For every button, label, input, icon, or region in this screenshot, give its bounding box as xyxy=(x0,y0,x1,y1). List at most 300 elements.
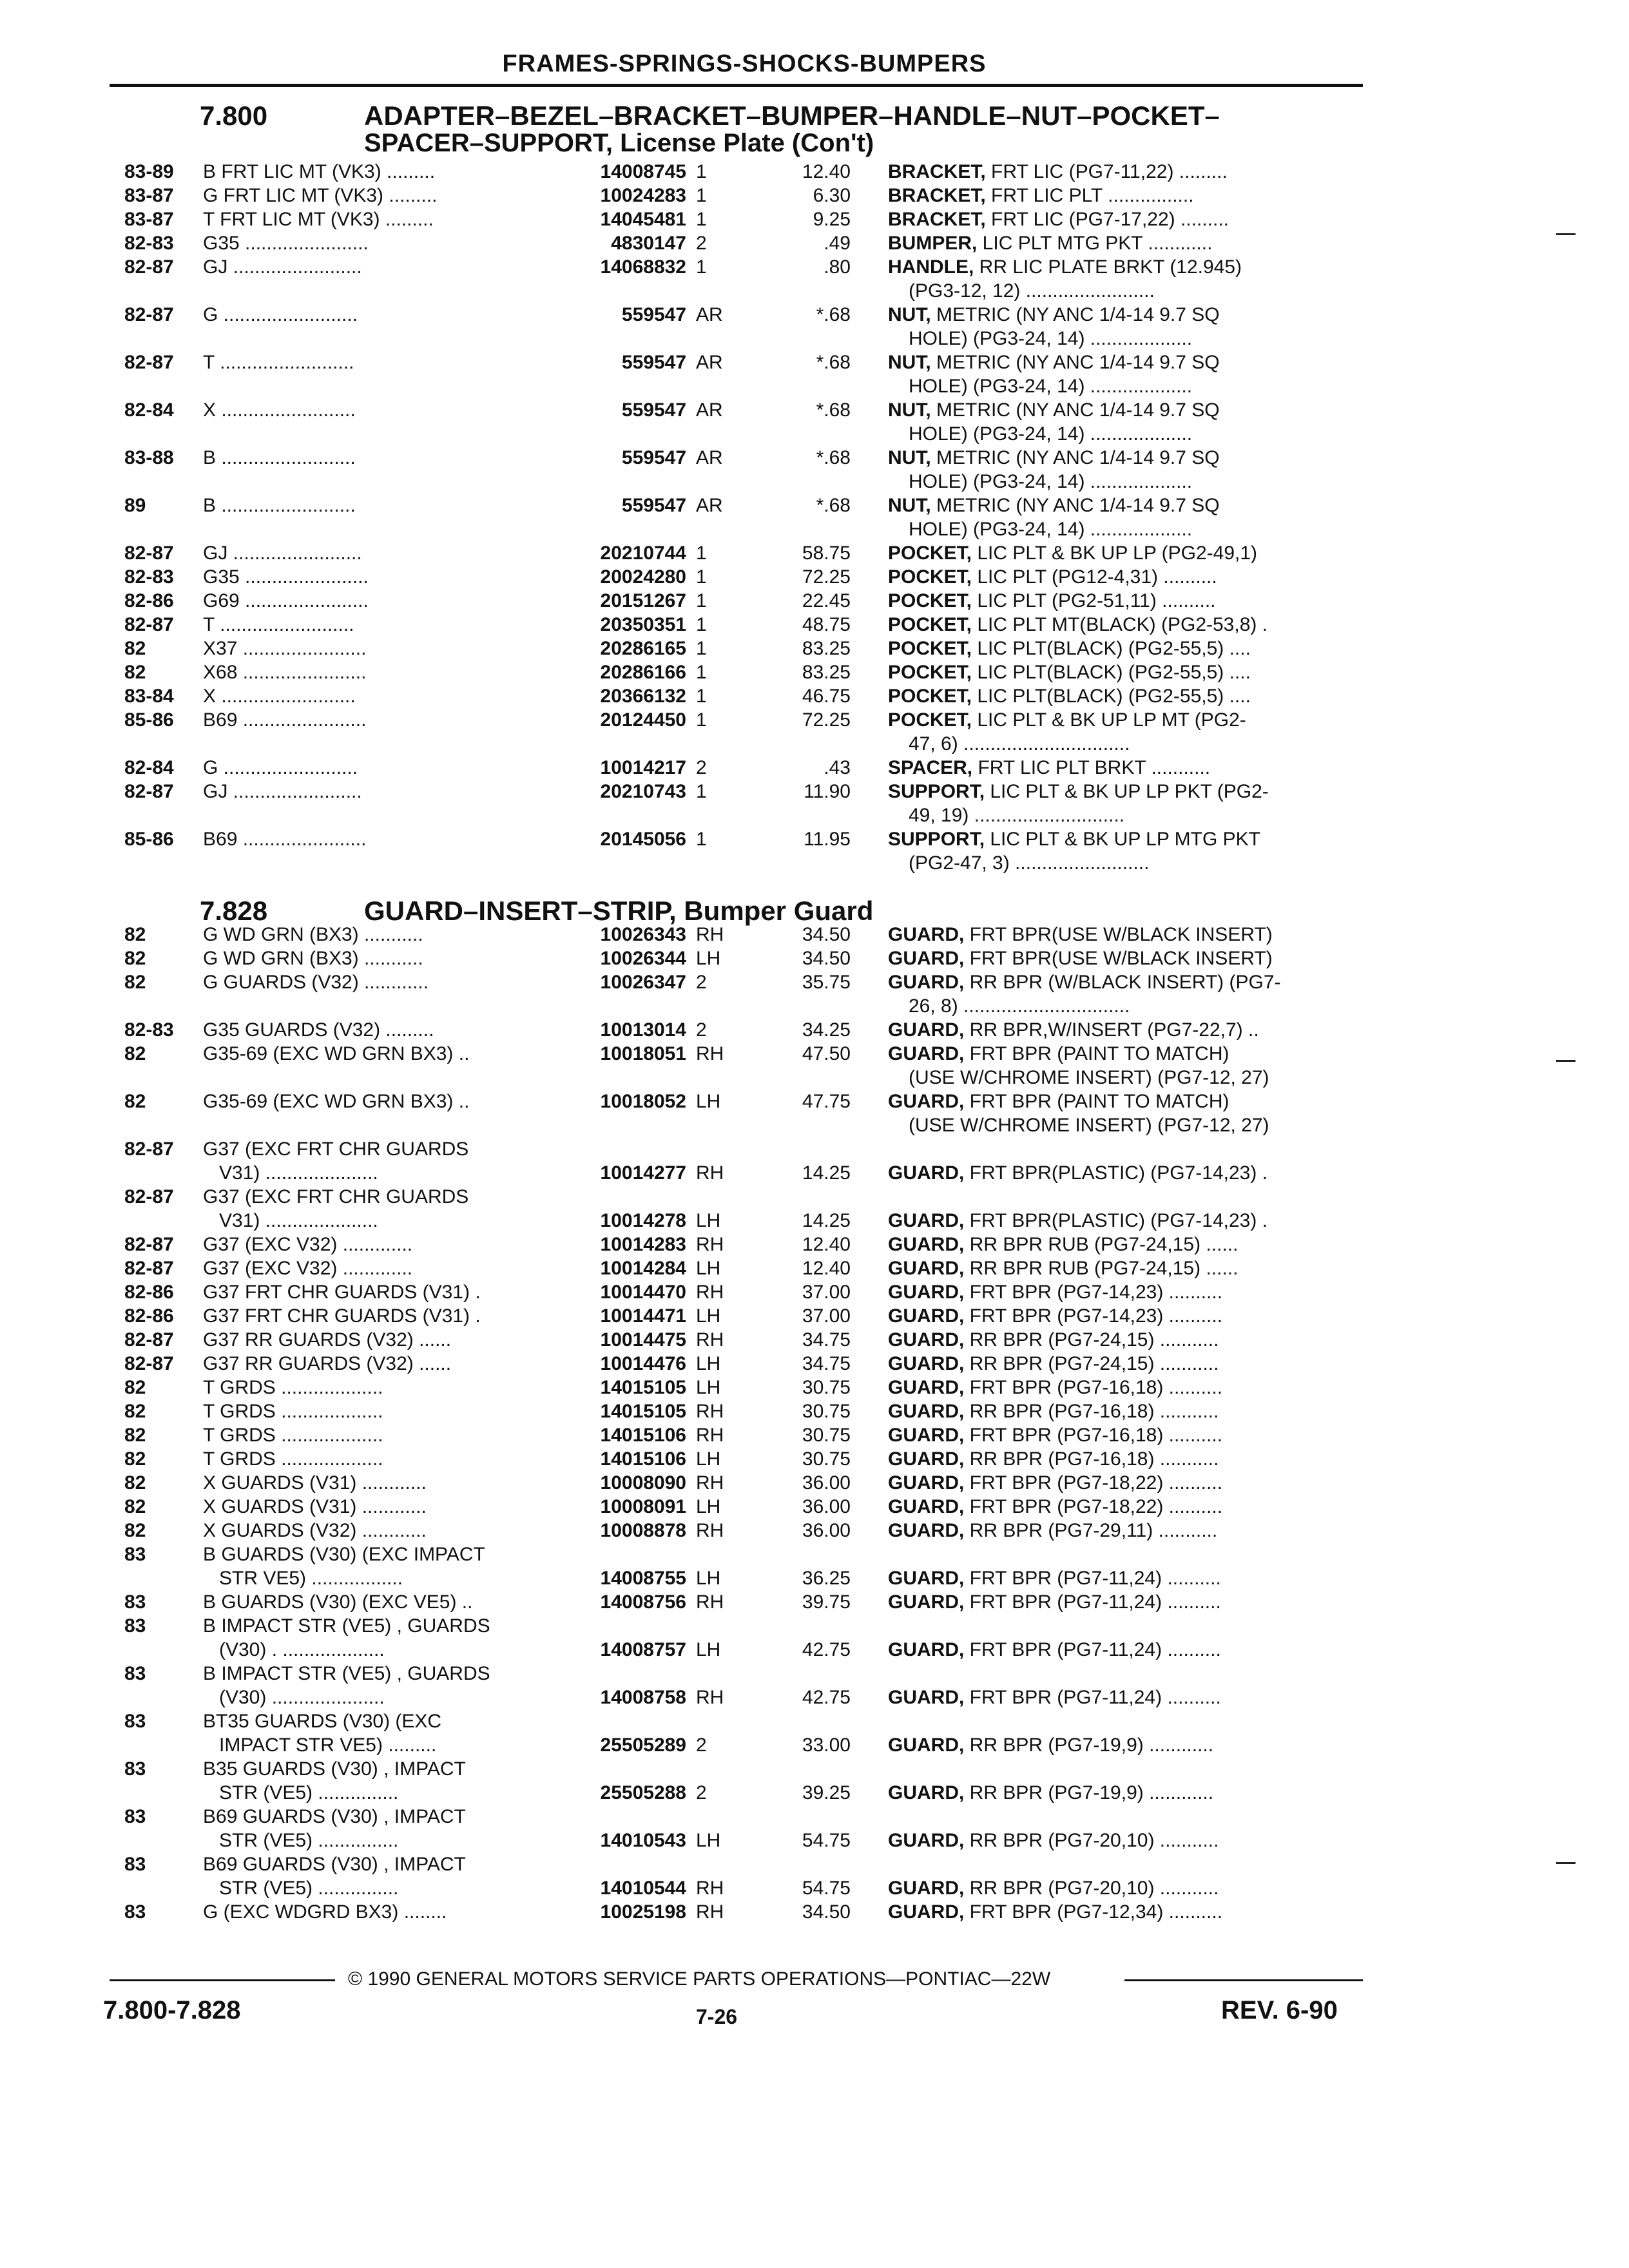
footer-revision: REV. 6-90 xyxy=(1221,1996,1338,2024)
year-cell: 82-87 xyxy=(124,1139,174,1160)
description-cell xyxy=(888,1233,1368,1256)
year-cell: 82-83 xyxy=(124,233,174,254)
quantity-cell: RH xyxy=(696,1878,724,1899)
description-cell xyxy=(888,947,1368,970)
price-cell: *.68 xyxy=(816,447,851,468)
part-number-cell: 10014470 xyxy=(600,1282,686,1303)
model-cell: B IMPACT STR (VE5) , GUARDS xyxy=(203,1615,490,1637)
description-text: LIC PLT(BLACK) (PG2-55,5) .... xyxy=(972,662,1251,683)
part-number-cell: 10014277 xyxy=(600,1162,686,1184)
description-cell xyxy=(888,1590,1368,1614)
section-title-line1: GUARD–INSERT–STRIP, Bumper Guard xyxy=(364,896,874,926)
price-cell: 12.40 xyxy=(802,1258,851,1279)
quantity-cell: LH xyxy=(696,1496,721,1517)
part-number-cell: 25505288 xyxy=(600,1782,686,1803)
description-continuation: (USE W/CHROME INSERT) (PG7-12, 27) xyxy=(909,1115,1269,1136)
year-cell: 82-87 xyxy=(124,781,174,802)
description-cell xyxy=(888,1519,1368,1542)
part-number-cell: 10025198 xyxy=(600,1901,686,1923)
quantity-cell: RH xyxy=(696,924,724,945)
description-cell xyxy=(888,184,1368,207)
year-cell: 82 xyxy=(124,1496,146,1517)
description-keyword: GUARD, xyxy=(888,1568,965,1589)
price-cell: 37.00 xyxy=(802,1282,851,1303)
year-cell: 82 xyxy=(124,1520,146,1541)
price-cell: *.68 xyxy=(816,304,851,325)
quantity-cell: 1 xyxy=(696,566,707,588)
description-keyword: GUARD, xyxy=(888,1019,965,1041)
price-cell: 11.90 xyxy=(804,781,851,802)
year-cell: 82 xyxy=(124,1448,146,1470)
quantity-cell: 1 xyxy=(696,185,707,206)
description-cell xyxy=(888,351,1368,374)
model-cell-continuation: STR (VE5) ............... xyxy=(219,1878,399,1899)
model-cell: X68 ....................... xyxy=(203,662,367,683)
description-text: LIC PLT & BK UP LP (PG2-49,1) xyxy=(972,543,1258,564)
section-number: 7.800 xyxy=(200,101,268,131)
description-cell xyxy=(888,970,1368,994)
year-cell: 82-84 xyxy=(124,757,174,778)
price-cell: 47.50 xyxy=(802,1043,851,1064)
description-cell xyxy=(888,589,1368,613)
year-cell: 82 xyxy=(124,972,146,993)
description-cell xyxy=(888,446,1368,470)
description-text: METRIC (NY ANC 1/4-14 9.7 SQ xyxy=(930,495,1220,516)
model-cell: G GUARDS (V32) ............ xyxy=(203,972,429,993)
description-keyword: GUARD, xyxy=(888,1282,965,1303)
description-cell xyxy=(888,1829,1368,1852)
description-text: LIC PLT MT(BLACK) (PG2-53,8) . xyxy=(972,614,1268,635)
description-text: RR BPR RUB (PG7-24,15) ...... xyxy=(964,1258,1239,1279)
description-cell xyxy=(888,255,1368,279)
model-cell-continuation: IMPACT STR VE5) ......... xyxy=(219,1735,437,1756)
year-cell: 82-87 xyxy=(124,1234,174,1255)
year-cell: 83 xyxy=(124,1758,146,1780)
model-cell: G ......................... xyxy=(203,757,358,778)
description-cell xyxy=(888,541,1368,565)
price-cell: 37.00 xyxy=(802,1305,851,1327)
part-number-cell: 14068832 xyxy=(600,256,686,278)
quantity-cell: 2 xyxy=(696,233,707,254)
model-cell: BT35 GUARDS (V30) (EXC xyxy=(203,1711,442,1732)
quantity-cell: 1 xyxy=(696,590,707,611)
description-keyword: GUARD, xyxy=(888,1472,965,1494)
description-continuation: 47, 6) ............................... xyxy=(909,733,1130,754)
price-cell: 36.25 xyxy=(802,1568,851,1589)
description-text: METRIC (NY ANC 1/4-14 9.7 SQ xyxy=(930,447,1220,468)
quantity-cell: 1 xyxy=(696,781,707,802)
quantity-cell: LH xyxy=(696,1568,721,1589)
description-text: RR BPR,W/INSERT (PG7-22,7) .. xyxy=(964,1019,1259,1041)
description-keyword: GUARD, xyxy=(888,1591,965,1613)
quantity-cell: AR xyxy=(696,399,723,421)
description-cell xyxy=(888,1161,1368,1185)
footer-rule-right xyxy=(1124,1979,1363,1981)
year-cell: 85-86 xyxy=(124,709,174,731)
description-text: FRT BPR(USE W/BLACK INSERT) xyxy=(964,924,1273,945)
part-number-cell: 14045481 xyxy=(600,209,686,230)
quantity-cell: RH xyxy=(696,1234,724,1255)
model-cell: G37 (EXC V32) ............. xyxy=(203,1234,413,1255)
part-number-cell: 14008758 xyxy=(600,1687,686,1708)
description-keyword: GUARD, xyxy=(888,1687,965,1708)
part-number-cell: 14008755 xyxy=(600,1568,686,1589)
description-keyword: POCKET, xyxy=(888,614,972,635)
quantity-cell: 1 xyxy=(696,614,707,635)
quantity-cell: 2 xyxy=(696,757,707,778)
model-cell: G37 (EXC FRT CHR GUARDS xyxy=(203,1186,469,1207)
model-cell: G35 GUARDS (V32) ......... xyxy=(203,1019,434,1041)
part-number-cell: 20286165 xyxy=(600,638,686,659)
year-cell: 83 xyxy=(124,1806,146,1827)
description-text: FRT LIC (PG7-11,22) ......... xyxy=(985,161,1228,182)
price-cell: 36.00 xyxy=(802,1496,851,1517)
description-keyword: GUARD, xyxy=(888,1639,965,1660)
quantity-cell: AR xyxy=(696,352,723,373)
margin-mark xyxy=(1556,1862,1576,1864)
price-cell: 72.25 xyxy=(802,709,851,731)
year-cell: 82 xyxy=(124,1425,146,1446)
part-number-cell: 559547 xyxy=(621,447,686,468)
price-cell: 58.75 xyxy=(802,543,851,564)
model-cell: B FRT LIC MT (VK3) ......... xyxy=(203,161,436,182)
quantity-cell: RH xyxy=(696,1401,724,1422)
price-cell: .80 xyxy=(824,256,851,278)
part-number-cell: 20124450 xyxy=(600,709,686,731)
description-text: RR BPR (PG7-16,18) ........... xyxy=(964,1448,1219,1470)
price-cell: 36.00 xyxy=(802,1472,851,1494)
price-cell: 30.75 xyxy=(802,1401,851,1422)
price-cell: 30.75 xyxy=(802,1425,851,1446)
price-cell: 22.45 xyxy=(802,590,851,611)
description-text: RR BPR (PG7-24,15) ........... xyxy=(964,1353,1219,1374)
description-keyword: GUARD, xyxy=(888,924,965,945)
part-number-cell: 14008756 xyxy=(600,1591,686,1613)
price-cell: 14.25 xyxy=(802,1162,851,1184)
year-cell: 83 xyxy=(124,1591,146,1613)
part-number-cell: 10008878 xyxy=(600,1520,686,1541)
description-cell xyxy=(888,160,1368,184)
model-cell: G ......................... xyxy=(203,304,358,325)
part-number-cell: 10014284 xyxy=(600,1258,686,1279)
description-keyword: BRACKET, xyxy=(888,185,986,206)
description-cell xyxy=(888,1328,1368,1352)
description-text: FRT BPR (PG7-11,24) .......... xyxy=(964,1568,1221,1589)
footer-page-number: 7-26 xyxy=(696,2005,738,2028)
model-cell: T GRDS ................... xyxy=(203,1425,383,1446)
model-cell: G35 ....................... xyxy=(203,566,369,588)
description-text: LIC PLT & BK UP LP MTG PKT xyxy=(985,829,1260,850)
price-cell: 9.25 xyxy=(813,209,851,230)
quantity-cell: RH xyxy=(696,1329,724,1350)
description-text: FRT BPR (PAINT TO MATCH) xyxy=(964,1091,1229,1112)
price-cell: 83.25 xyxy=(802,662,851,683)
quantity-cell: RH xyxy=(696,1425,724,1446)
description-keyword: GUARD, xyxy=(888,1353,965,1374)
model-cell: GJ ........................ xyxy=(203,256,362,278)
description-cell xyxy=(888,637,1368,660)
description-keyword: SUPPORT, xyxy=(888,781,985,802)
margin-mark xyxy=(1556,233,1576,235)
description-cell xyxy=(888,1042,1368,1066)
year-cell: 83 xyxy=(124,1544,146,1565)
description-text: FRT BPR (PG7-11,24) .......... xyxy=(964,1687,1221,1708)
description-text: FRT LIC (PG7-17,22) ......... xyxy=(985,209,1229,230)
year-cell: 82 xyxy=(124,1472,146,1494)
description-cell xyxy=(888,231,1368,255)
description-cell xyxy=(888,1781,1368,1805)
part-number-cell: 10018052 xyxy=(600,1091,686,1112)
model-cell: B69 GUARDS (V30) , IMPACT xyxy=(203,1854,466,1875)
description-keyword: HANDLE, xyxy=(888,256,974,278)
year-cell: 82 xyxy=(124,638,146,659)
part-number-cell: 10026343 xyxy=(600,924,686,945)
price-cell: 35.75 xyxy=(802,972,851,993)
description-continuation: 26, 8) ............................... xyxy=(909,995,1130,1017)
description-text: LIC PLT MTG PKT ............ xyxy=(977,233,1213,254)
year-cell: 82 xyxy=(124,948,146,969)
header-rule xyxy=(110,84,1363,87)
description-text: METRIC (NY ANC 1/4-14 9.7 SQ xyxy=(930,304,1220,325)
part-number-cell: 14015106 xyxy=(600,1448,686,1470)
year-cell: 82-87 xyxy=(124,1186,174,1207)
year-cell: 82-86 xyxy=(124,1305,174,1327)
price-cell: 12.40 xyxy=(802,161,851,182)
description-cell xyxy=(888,756,1368,780)
quantity-cell: 2 xyxy=(696,972,707,993)
part-number-cell: 20286166 xyxy=(600,662,686,683)
description-keyword: POCKET, xyxy=(888,709,972,731)
quantity-cell: AR xyxy=(696,304,723,325)
price-cell: 6.30 xyxy=(813,185,851,206)
price-cell: .43 xyxy=(824,757,851,778)
part-number-cell: 20024280 xyxy=(600,566,686,588)
model-cell: G WD GRN (BX3) ........... xyxy=(203,948,423,969)
description-text: METRIC (NY ANC 1/4-14 9.7 SQ xyxy=(930,399,1220,421)
description-keyword: GUARD, xyxy=(888,1162,965,1184)
quantity-cell: 1 xyxy=(696,686,707,707)
quantity-cell: LH xyxy=(696,1258,721,1279)
model-cell: G FRT LIC MT (VK3) ......... xyxy=(203,185,438,206)
quantity-cell: 2 xyxy=(696,1735,707,1756)
footer-section-range: 7.800-7.828 xyxy=(103,1996,241,2024)
description-keyword: GUARD, xyxy=(888,1448,965,1470)
part-number-cell: 10026347 xyxy=(600,972,686,993)
description-keyword: POCKET, xyxy=(888,662,972,683)
description-continuation: (USE W/CHROME INSERT) (PG7-12, 27) xyxy=(909,1067,1269,1088)
model-cell: T ......................... xyxy=(203,614,354,635)
year-cell: 82-87 xyxy=(124,1329,174,1350)
description-keyword: GUARD, xyxy=(888,1377,965,1398)
description-continuation: HOLE) (PG3-24, 14) ................... xyxy=(909,519,1193,540)
quantity-cell: RH xyxy=(696,1162,724,1184)
part-number-cell: 10014217 xyxy=(600,757,686,778)
description-cell xyxy=(888,1566,1368,1590)
description-keyword: GUARD, xyxy=(888,1091,965,1112)
description-keyword: SUPPORT, xyxy=(888,829,985,850)
model-cell: G37 FRT CHR GUARDS (V31) . xyxy=(203,1282,481,1303)
quantity-cell: 1 xyxy=(696,161,707,182)
quantity-cell: LH xyxy=(696,1305,721,1327)
price-cell: 30.75 xyxy=(802,1448,851,1470)
quantity-cell: LH xyxy=(696,948,721,969)
quantity-cell: RH xyxy=(696,1472,724,1494)
description-keyword: GUARD, xyxy=(888,1878,965,1899)
model-cell: B35 GUARDS (V30) , IMPACT xyxy=(203,1758,466,1780)
margin-mark xyxy=(1556,1060,1576,1062)
year-cell: 82-87 xyxy=(124,304,174,325)
model-cell: G (EXC WDGRD BX3) ........ xyxy=(203,1901,447,1923)
model-cell: T GRDS ................... xyxy=(203,1401,383,1422)
description-cell xyxy=(888,708,1368,732)
model-cell: B69 GUARDS (V30) , IMPACT xyxy=(203,1806,466,1827)
year-cell: 82-83 xyxy=(124,1019,174,1041)
part-number-cell: 10018051 xyxy=(600,1043,686,1064)
description-cell xyxy=(888,1399,1368,1423)
description-keyword: POCKET, xyxy=(888,686,972,707)
description-cell xyxy=(888,1018,1368,1042)
description-keyword: GUARD, xyxy=(888,1258,965,1279)
description-cell xyxy=(888,660,1368,684)
year-cell: 83-87 xyxy=(124,185,174,206)
price-cell: 33.00 xyxy=(802,1735,851,1756)
price-cell: 11.95 xyxy=(804,829,851,850)
part-number-cell: 10014283 xyxy=(600,1234,686,1255)
part-number-cell: 14008757 xyxy=(600,1639,686,1660)
description-text: FRT LIC PLT ................ xyxy=(985,185,1194,206)
quantity-cell: LH xyxy=(696,1353,721,1374)
description-keyword: POCKET, xyxy=(888,590,972,611)
description-keyword: NUT, xyxy=(888,399,931,421)
description-cell xyxy=(888,207,1368,231)
description-cell xyxy=(888,1352,1368,1376)
description-text: RR BPR (PG7-16,18) ........... xyxy=(964,1401,1219,1422)
description-text: FRT BPR (PG7-11,24) .......... xyxy=(964,1639,1221,1660)
description-cell xyxy=(888,1876,1368,1900)
description-keyword: POCKET, xyxy=(888,543,972,564)
part-number-cell: 10008090 xyxy=(600,1472,686,1494)
year-cell: 82-87 xyxy=(124,1353,174,1374)
price-cell: 34.50 xyxy=(802,948,851,969)
quantity-cell: LH xyxy=(696,1448,721,1470)
description-cell xyxy=(888,1447,1368,1471)
description-keyword: BRACKET, xyxy=(888,161,986,182)
year-cell: 83 xyxy=(124,1663,146,1684)
price-cell: 47.75 xyxy=(802,1091,851,1112)
description-text: RR BPR (PG7-19,9) ............ xyxy=(964,1735,1214,1756)
model-cell: B IMPACT STR (VE5) , GUARDS xyxy=(203,1663,490,1684)
description-keyword: GUARD, xyxy=(888,1425,965,1446)
model-cell-continuation: (V30) . ................... xyxy=(219,1639,385,1660)
description-text: RR BPR (PG7-24,15) ........... xyxy=(964,1329,1219,1350)
description-cell xyxy=(888,1686,1368,1709)
price-cell: *.68 xyxy=(816,495,851,516)
description-text: LIC PLT & BK UP LP PKT (PG2- xyxy=(985,781,1269,802)
model-cell: G37 FRT CHR GUARDS (V31) . xyxy=(203,1305,481,1327)
footer-copyright: © 1990 GENERAL MOTORS SERVICE PARTS OPERATIONS—PONTIAC—22W xyxy=(348,1968,1051,1990)
price-cell: 34.75 xyxy=(802,1329,851,1350)
description-text: FRT BPR (PG7-11,24) .......... xyxy=(964,1591,1221,1613)
model-cell: G37 (EXC FRT CHR GUARDS xyxy=(203,1139,469,1160)
year-cell: 83-84 xyxy=(124,686,174,707)
description-text: LIC PLT & BK UP LP MT (PG2- xyxy=(972,709,1246,731)
description-cell xyxy=(888,1423,1368,1447)
price-cell: 48.75 xyxy=(802,614,851,635)
price-cell: 54.75 xyxy=(802,1878,851,1899)
part-number-cell: 559547 xyxy=(621,399,686,421)
description-text: LIC PLT(BLACK) (PG2-55,5) .... xyxy=(972,686,1251,707)
quantity-cell: 1 xyxy=(696,256,707,278)
model-cell: B GUARDS (V30) (EXC IMPACT xyxy=(203,1544,485,1565)
year-cell: 82 xyxy=(124,1043,146,1064)
part-number-cell: 559547 xyxy=(621,304,686,325)
section-title-line1: ADAPTER–BEZEL–BRACKET–BUMPER–HANDLE–NUT–POCKET– xyxy=(364,101,1220,131)
description-text: FRT BPR(PLASTIC) (PG7-14,23) . xyxy=(964,1210,1268,1231)
price-cell: 34.50 xyxy=(802,1901,851,1923)
description-text: RR BPR RUB (PG7-24,15) ...... xyxy=(964,1234,1239,1255)
model-cell-continuation: V31) ..................... xyxy=(219,1210,378,1231)
description-continuation: (PG3-12, 12) ........................ xyxy=(909,280,1155,302)
description-cell xyxy=(888,1280,1368,1304)
year-cell: 83 xyxy=(124,1711,146,1732)
price-cell: 46.75 xyxy=(802,686,851,707)
description-cell xyxy=(888,1090,1368,1113)
description-keyword: GUARD, xyxy=(888,1496,965,1517)
quantity-cell: 1 xyxy=(696,543,707,564)
year-cell: 82-87 xyxy=(124,1258,174,1279)
price-cell: 42.75 xyxy=(802,1639,851,1660)
description-text: RR BPR (PG7-20,10) ........... xyxy=(964,1830,1219,1851)
description-keyword: GUARD, xyxy=(888,1043,965,1064)
part-number-cell: 4830147 xyxy=(611,233,686,254)
description-cell xyxy=(888,923,1368,947)
year-cell: 82-87 xyxy=(124,543,174,564)
description-text: FRT BPR(PLASTIC) (PG7-14,23) . xyxy=(964,1162,1268,1184)
model-cell-continuation: STR (VE5) ............... xyxy=(219,1830,399,1851)
part-number-cell: 10014278 xyxy=(600,1210,686,1231)
description-keyword: GUARD, xyxy=(888,1782,965,1803)
year-cell: 82-86 xyxy=(124,1282,174,1303)
description-text: FRT BPR (PG7-16,18) .......... xyxy=(964,1425,1223,1446)
part-number-cell: 14015105 xyxy=(600,1377,686,1398)
price-cell: 34.50 xyxy=(802,924,851,945)
model-cell: GJ ........................ xyxy=(203,781,362,802)
model-cell-continuation: STR VE5) ................. xyxy=(219,1568,403,1589)
price-cell: 42.75 xyxy=(802,1687,851,1708)
description-cell xyxy=(888,1900,1368,1924)
description-cell xyxy=(888,1256,1368,1280)
description-text: FRT BPR (PG7-14,23) .......... xyxy=(964,1282,1223,1303)
description-keyword: SPACER, xyxy=(888,757,973,778)
year-cell: 82-87 xyxy=(124,352,174,373)
description-text: LIC PLT (PG12-4,31) .......... xyxy=(972,566,1217,588)
price-cell: 12.40 xyxy=(802,1234,851,1255)
part-number-cell: 10014471 xyxy=(600,1305,686,1327)
description-cell xyxy=(888,398,1368,422)
model-cell: G WD GRN (BX3) ........... xyxy=(203,924,423,945)
model-cell: B69 ....................... xyxy=(203,829,367,850)
description-cell xyxy=(888,1638,1368,1662)
page-header-title: FRAMES-SPRINGS-SHOCKS-BUMPERS xyxy=(502,50,987,77)
year-cell: 85-86 xyxy=(124,829,174,850)
part-number-cell: 20145056 xyxy=(600,829,686,850)
description-text: RR BPR (PG7-19,9) ............ xyxy=(964,1782,1214,1803)
model-cell-continuation: STR (VE5) ............... xyxy=(219,1782,399,1803)
quantity-cell: AR xyxy=(696,495,723,516)
description-cell xyxy=(888,827,1368,851)
quantity-cell: LH xyxy=(696,1639,721,1660)
model-cell: T ......................... xyxy=(203,352,354,373)
